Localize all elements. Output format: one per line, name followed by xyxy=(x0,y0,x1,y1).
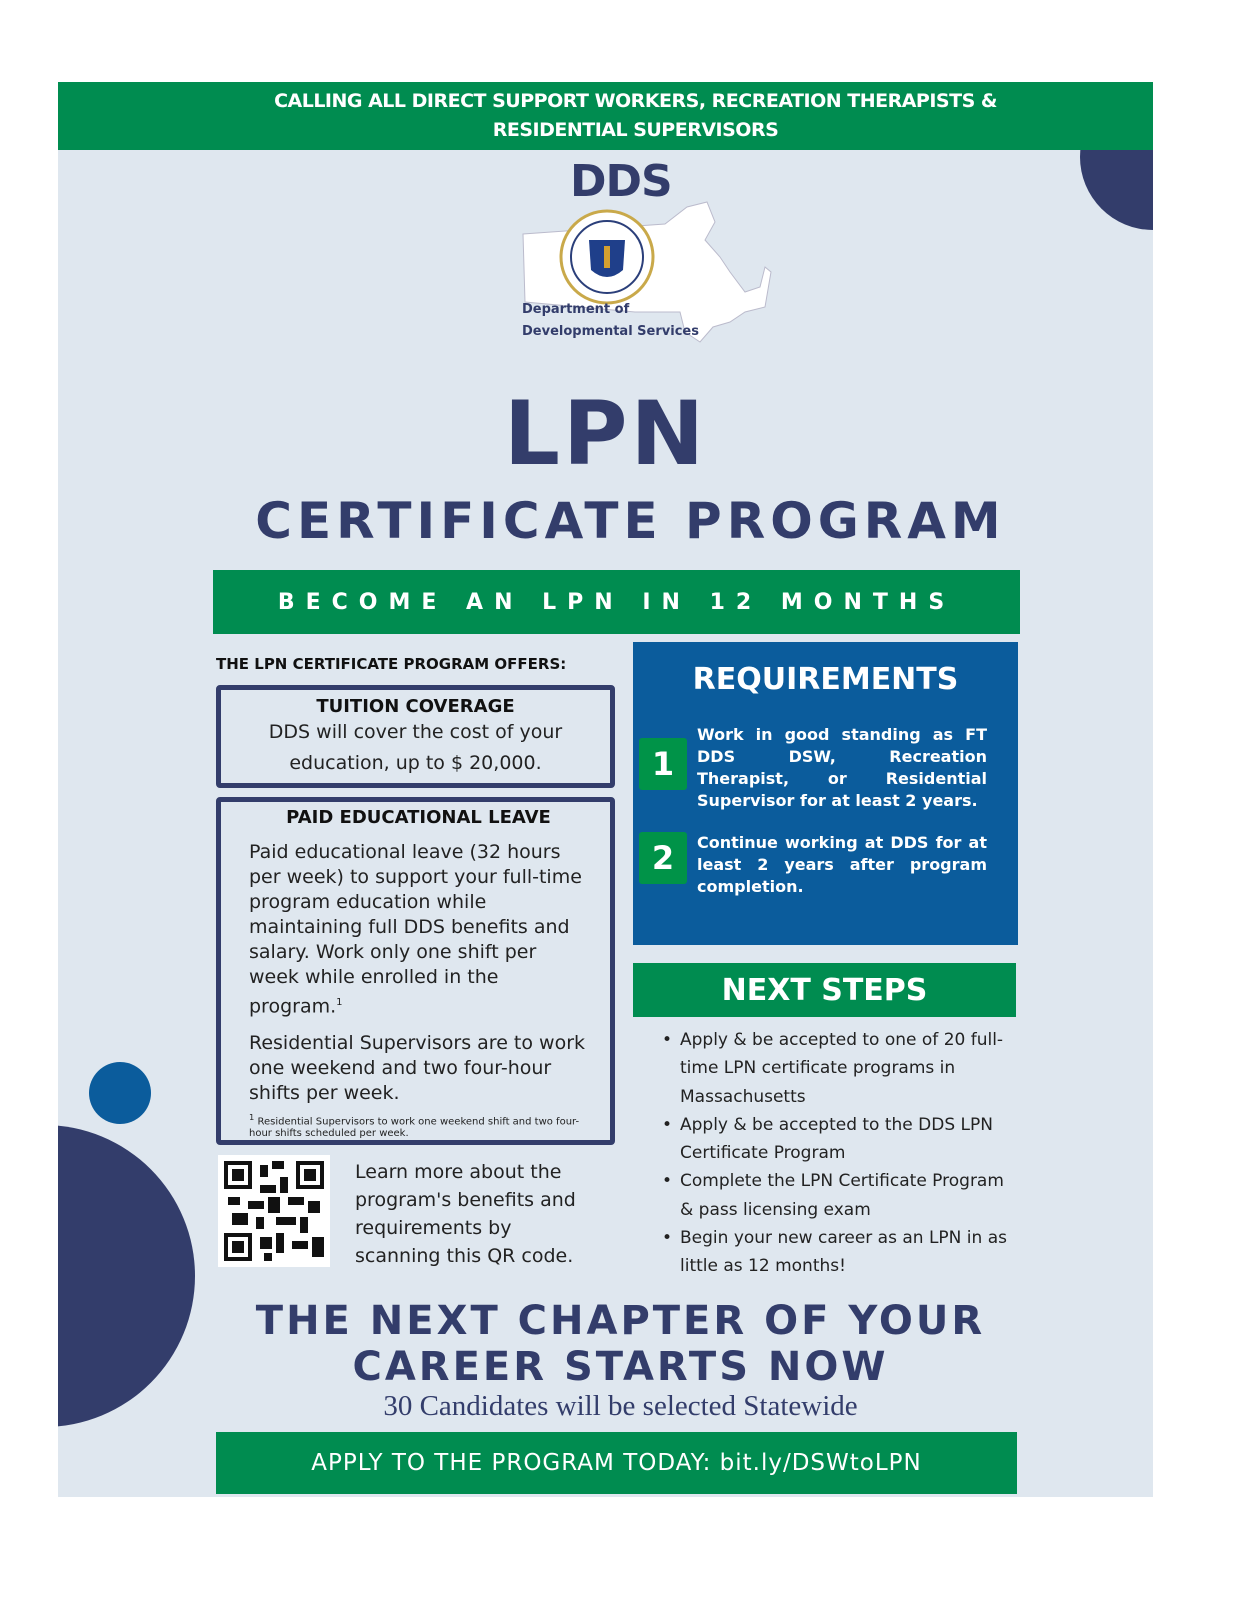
list-item: • Apply & be accepted to one of 20 full-time LPN certificate programs in Massachusetts xyxy=(658,1026,1008,1111)
qr-description: Learn more about the program's benefits and requirements by scanning this QR code. xyxy=(355,1161,576,1267)
page-title: LPN xyxy=(503,382,708,485)
list-item: • Complete the LPN Certificate Program & pass licensing exam xyxy=(658,1167,1008,1224)
apply-link-banner[interactable]: APPLY TO THE PROGRAM TODAY: bit.ly/DSWtoLPN xyxy=(216,1432,1017,1494)
logo-line2: Developmental Services xyxy=(522,324,699,339)
list-item: • Apply & be accepted to the DDS LPN Certificate Program xyxy=(658,1111,1008,1168)
dds-logo xyxy=(515,156,775,347)
leave-text2: Residential Supervisors are to work one weekend and two four-hour shifts per week. xyxy=(249,1032,586,1105)
leave-text1 xyxy=(249,840,588,1019)
tuition-text: DDS will cover the cost of your education, up to $ 20,000. xyxy=(268,721,563,774)
page-subtitle: CERTIFICATE PROGRAM xyxy=(255,492,1006,550)
qr-code-icon xyxy=(224,1161,324,1261)
logo-abbr: DDS xyxy=(570,156,672,207)
requirements-box xyxy=(633,642,1018,945)
leave-title: PAID EDUCATIONAL LEAVE xyxy=(286,807,551,828)
tuition-title: TUITION COVERAGE xyxy=(316,696,515,717)
footnote-text: Residential Supervisors to work one weekend shift and two four-hour shifts scheduled per week. xyxy=(249,1116,580,1139)
qr-code[interactable] xyxy=(218,1155,330,1267)
closing-heading xyxy=(58,1298,1153,1390)
closing-line1: THE NEXT CHAPTER OF YOUR xyxy=(255,1298,986,1344)
leave-box xyxy=(216,797,615,1145)
tuition-box xyxy=(216,685,615,788)
closing-line2: CAREER STARTS NOW xyxy=(352,1344,889,1390)
footnote xyxy=(249,1112,588,1138)
next-steps-list xyxy=(658,1026,1008,1281)
banner-line1: CALLING ALL DIRECT SUPPORT WORKERS, RECREATION THERAPISTS & xyxy=(274,90,997,112)
top-banner xyxy=(58,82,1153,150)
tagline-band: BECOME AN LPN IN 12 MONTHS xyxy=(213,570,1020,634)
closing-subtitle: 30 Candidates will be selected Statewide xyxy=(383,1390,858,1422)
flyer xyxy=(58,82,1153,1497)
footnote-num: 1 xyxy=(249,1112,255,1123)
logo-line1: Department of xyxy=(522,302,630,317)
requirement-item xyxy=(639,832,987,898)
requirement-text: Continue working at DDS for at least 2 years after program completion. xyxy=(697,833,987,896)
offers-heading: THE LPN CERTIFICATE PROGRAM OFFERS: xyxy=(216,655,567,673)
list-item: • Begin your new career as an LPN in as little as 12 months! xyxy=(658,1224,1008,1281)
footnote-marker: 1 xyxy=(336,997,343,1008)
banner-line2: RESIDENTIAL SUPERVISORS xyxy=(492,119,779,141)
decor-circle-small xyxy=(89,1062,151,1124)
requirement-number: 2 xyxy=(639,832,687,884)
requirement-number: 1 xyxy=(639,738,687,790)
requirement-item xyxy=(639,724,987,812)
leave-text1-body: Paid educational leave (32 hours per week) to support your full-time program education while maintaining full DDS benefits and salary. Work only one shift per week while enrolled in the program. xyxy=(249,841,582,1018)
requirement-text: Work in good standing as FT DDS DSW, Recreation Therapist, or Residential Supervisor for at least 2 years. xyxy=(697,725,987,810)
requirements-title: REQUIREMENTS xyxy=(692,662,959,697)
next-steps-header: NEXT STEPS xyxy=(633,963,1016,1017)
